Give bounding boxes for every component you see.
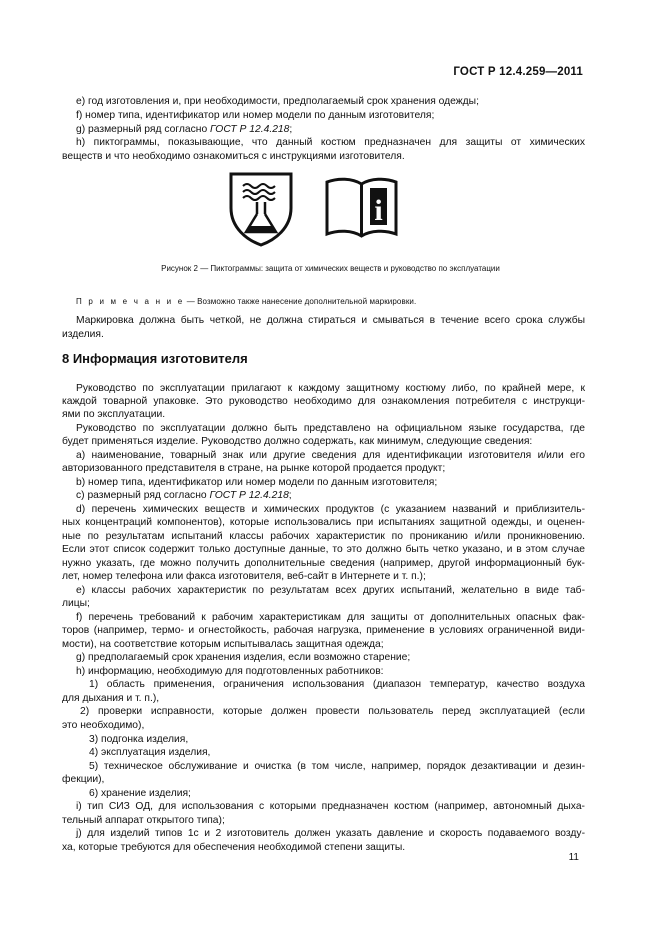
list-item-f: f) номер типа, идентификатор или номер модели по данным изготовителя; <box>76 110 435 121</box>
document-code: ГОСТ Р 12.4.259—2011 <box>453 66 583 78</box>
information-manual-icon <box>324 176 399 238</box>
list-item-j: j) для изделий типов 1с и 2 изготовитель должен указать давление и скорость подаваемого возду- <box>76 828 585 839</box>
para-line: будет применяться изделие. Руководство должно содержать, как минимум, следующие сведения: <box>62 436 533 447</box>
para-line: Руководство по эксплуатации должно быть представлено на официальном языке государства, где <box>76 423 585 434</box>
list-item-d-cont: ные по результатам испытаний классы рабочих характеристик по прониканию и/или проникновению. <box>62 531 585 542</box>
sublist-item-5-cont: фекции), <box>62 774 105 785</box>
list-item-d: d) перечень химических веществ и химических продуктов (с указанием названий и приблизитель- <box>76 504 585 515</box>
list-item-h-cont: веществ и что необходимо ознакомиться с инструкциями изготовителя. <box>62 151 405 162</box>
sublist-item-6: 6) хранение изделия; <box>89 788 191 799</box>
list-item-g: g) предполагаемый срок хранения изделия, если возможно старение; <box>76 652 411 663</box>
sublist-item-1: 1) область применения, ограничения использования (диапазон температур, качество воздуха <box>89 679 585 690</box>
list-item-h: h) информацию, необходимую для подготовленных работников: <box>76 666 384 677</box>
list-item-a: a) наименование, товарный знак или другие сведения для идентификации изготовителя и/или его <box>76 450 585 461</box>
list-item-b: b) номер типа, идентификатор или номер модели по данным изготовителя; <box>76 477 438 488</box>
para-line: ями по эксплуатации. <box>62 409 166 420</box>
standard-reference[interactable]: ГОСТ Р 12.4.218 <box>209 490 289 501</box>
list-item-d-cont: лет, номер телефона или факса изготовителя, веб-сайт в Интернете и т. п.); <box>62 571 426 582</box>
list-item-c: c) размерный ряд согласно ГОСТ Р 12.4.218; <box>76 490 292 501</box>
note: П р и м е ч а н и е — Возможно также нанесение дополнительной маркировки. <box>76 297 417 306</box>
para-line: Руководство по эксплуатации прилагают к каждому защитному костюму либо, по крайней мере, к <box>76 383 585 394</box>
marking-para-line2: изделия. <box>62 329 104 340</box>
list-item-e: e) год изготовления и, при необходимости, предполагаемый срок хранения одежды; <box>76 96 479 107</box>
section-heading: 8 Информация изготовителя <box>62 351 248 366</box>
list-item-d-cont: ных концентраций компонентов), которые использовались при испытаниях защитной одежды, и оценен- <box>62 517 585 528</box>
list-item-j-cont: ха, которые требуются для обеспечения необходимой степени защиты. <box>62 842 406 853</box>
sublist-item-5: 5) техническое обслуживание и очистка (в том числе, например, порядок дезактивации и дезин- <box>89 761 585 772</box>
marking-para-line1: Маркировка должна быть четкой, не должна стираться и смываться в течение всего срока службы <box>76 315 585 326</box>
sublist-item-2: 2) проверки исправности, которые должен провести пользователь перед эксплуатацией (если <box>80 706 585 717</box>
list-item-i: i) тип СИЗ ОД, для использования с которыми предназначен костюм (например, автономный дыха- <box>76 801 585 812</box>
figure-caption: Рисунок 2 — Пиктограммы: защита от химических веществ и руководство по эксплуатации <box>161 264 500 273</box>
list-item-a-cont: авторизованного представителя в стране, на рынке которой продается продукт; <box>62 463 446 474</box>
list-item-e: e) классы рабочих характеристик по результатам всех других испытаний, желательно в виде таб- <box>76 585 585 596</box>
list-item-f-cont: торов (например, термо- и огнестойкость, рабочая нагрузка, применение в условиях ограниченной види- <box>62 625 585 636</box>
sublist-item-3: 3) подгонка изделия, <box>89 734 189 745</box>
para-line: каждой товарной упаковке. Это руководство необходимо для ознакомления потребителя с инструкци- <box>62 396 585 407</box>
sublist-item-1-cont: для дыхания и т. п.), <box>62 693 160 704</box>
sublist-item-2-cont: это необходимо), <box>62 720 145 731</box>
chemical-protection-icon <box>229 172 293 247</box>
standard-reference[interactable]: ГОСТ Р 12.4.218 <box>210 124 290 135</box>
sublist-item-4: 4) эксплуатация изделия, <box>89 747 211 758</box>
list-item-e-cont: лицы; <box>62 598 90 609</box>
list-item-f-cont: мости), на соответствие которым испытывалась защитная одежда; <box>62 639 384 650</box>
list-item-f: f) перечень требований к рабочим характеристикам для защиты от дополнительных опасных фак- <box>76 612 585 623</box>
page-number: 11 <box>568 852 579 863</box>
list-item-d-cont: нужно указать, где можно получить дополнительные сведения (например, другой информационный бук- <box>62 558 585 569</box>
list-item-g: g) размерный ряд согласно ГОСТ Р 12.4.218; <box>76 124 293 135</box>
note-label: П р и м е ч а н и е <box>76 297 185 306</box>
list-item-d-cont: Если этот список содержит только доступные данные, то это должно быть четко указано, и в этом случае <box>62 544 585 555</box>
info-glyph: i <box>374 194 383 227</box>
list-item-h: h) пиктограммы, показывающие, что данный костюм предназначен для защиты от химических <box>76 137 585 148</box>
list-item-i-cont: тельный аппарат открытого типа); <box>62 815 225 826</box>
